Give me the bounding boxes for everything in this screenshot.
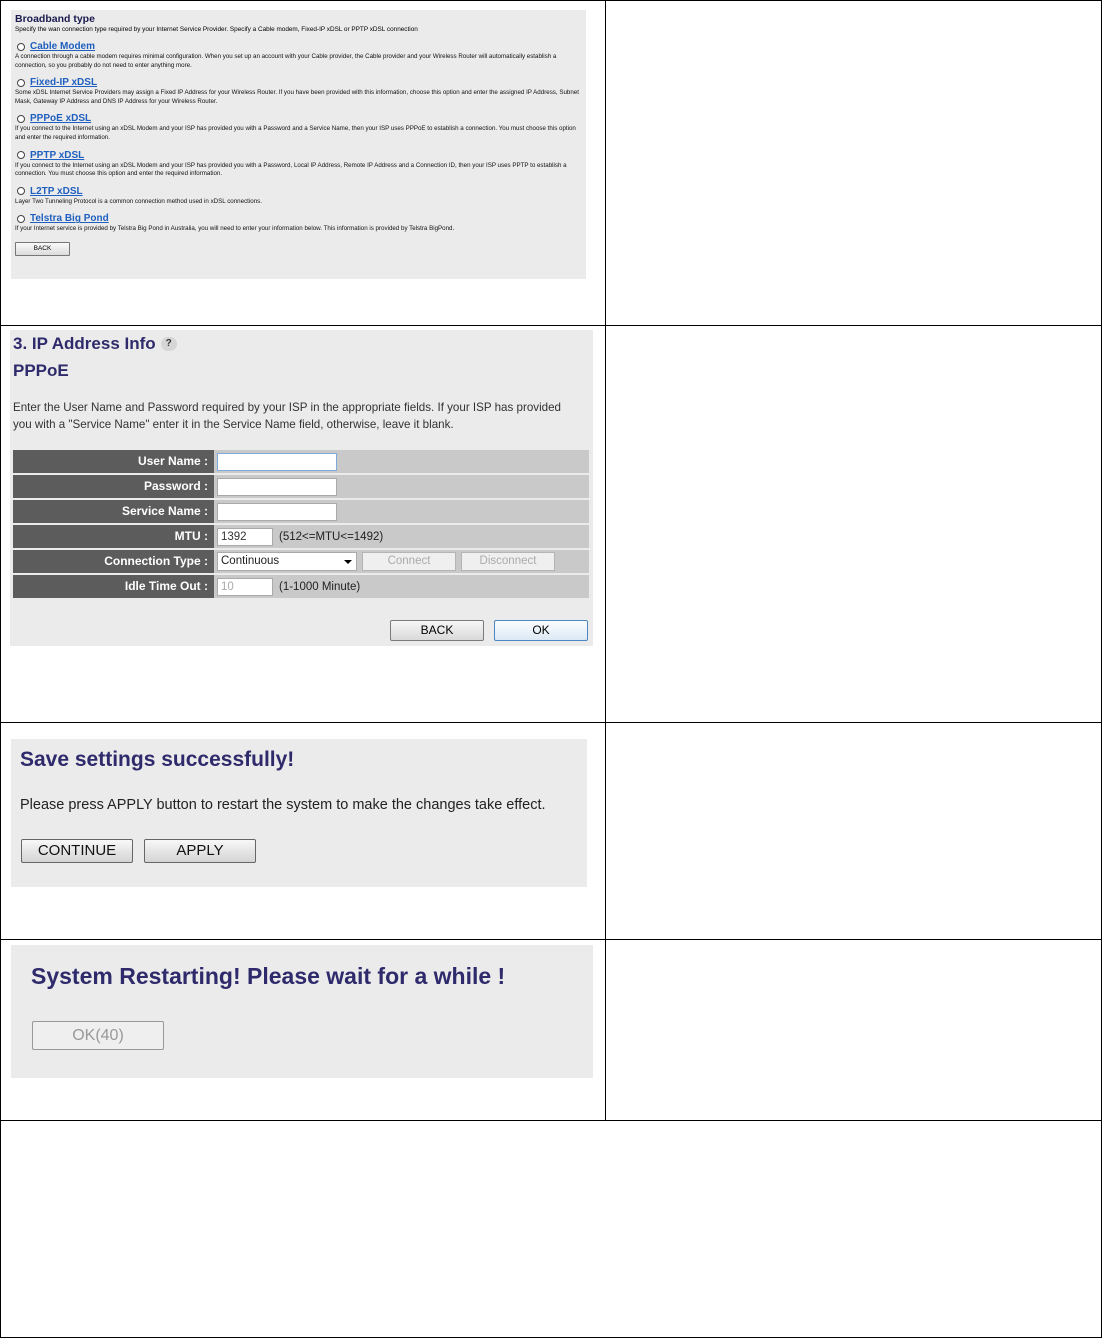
desc-pppoe-xdsl: If you connect to the Internet using an xDSL Modem and your ISP has provided you with a Password and a Service Name, then your ISP uses PPPoE to establish a connection. You must choose this option and enter the required information. bbox=[15, 125, 576, 141]
form-row-username bbox=[13, 450, 589, 473]
broadband-title: Broadband type bbox=[15, 13, 95, 25]
pppoe-instructions: Enter the User Name and Password required by your ISP in the appropriate fields. If your ISP has provided you with a "Service Name" enter it in the Service Name field, otherwise, leave it blank. bbox=[13, 401, 561, 431]
apply-button[interactable]: APPLY bbox=[144, 839, 256, 863]
form-row-connection-type bbox=[13, 550, 589, 573]
username-input[interactable] bbox=[217, 453, 337, 471]
desc-cable-modem: A connection through a cable modem requires minimal configuration. When you set up an account with your Cable provider, the Cable provider and your Wireless Router will automatically establish a connection, so you probably do not need to enter anything more. bbox=[15, 53, 557, 69]
table-row-divider bbox=[0, 722, 1102, 723]
radio-pptp-xdsl[interactable] bbox=[17, 151, 25, 159]
table-row-divider bbox=[0, 1120, 1102, 1121]
password-input[interactable] bbox=[217, 478, 337, 496]
radio-l2tp-xdsl[interactable] bbox=[17, 187, 25, 195]
form-row-idle-timeout bbox=[13, 575, 589, 598]
idle-timeout-label: Idle Time Out : bbox=[13, 575, 214, 598]
radio-telstra-big-pond[interactable] bbox=[17, 215, 25, 223]
link-pppoe-xdsl[interactable]: PPPoE xDSL bbox=[30, 113, 92, 125]
ip-info-title-row bbox=[13, 334, 177, 354]
ip-info-ok-button[interactable]: OK bbox=[494, 620, 588, 641]
table-border-left bbox=[0, 0, 1, 1338]
desc-pptp-xdsl: If you connect to the Internet using an xDSL Modem and your ISP has provided you with a Password, Local IP Address, Remote IP Address and a Connection ID, then your ISP uses PPTP to establish a connection. You must choose this option and enter the required information. bbox=[15, 161, 567, 178]
form-row-password bbox=[13, 475, 589, 498]
mtu-label: MTU : bbox=[13, 525, 214, 548]
option-pppoe-xdsl bbox=[15, 112, 582, 142]
desc-l2tp-xdsl: Layer Two Tunneling Protocol is a common connection method used in xDSL connections. bbox=[15, 197, 262, 205]
pppoe-subtitle: PPPoE bbox=[13, 361, 69, 380]
connection-type-value: Continuous bbox=[221, 555, 280, 567]
service-name-input[interactable] bbox=[217, 503, 337, 521]
table-row-divider bbox=[0, 325, 1102, 326]
restarting-title: System Restarting! Please wait for a while ! bbox=[31, 963, 506, 989]
link-cable-modem[interactable]: Cable Modem bbox=[30, 41, 96, 52]
table-row-divider bbox=[0, 939, 1102, 940]
option-pptp-xdsl bbox=[15, 149, 582, 179]
restart-ok-countdown-button[interactable]: OK(40) bbox=[32, 1021, 164, 1050]
save-success-message: Please press APPLY button to restart the system to make the changes take effect. bbox=[20, 797, 546, 813]
dropdown-caret-icon bbox=[344, 560, 352, 564]
desc-telstra-big-pond: If your Internet service is provided by Telstra Big Pond in Australia, you will need to enter your information below. This information is provided by Telstra BigPond. bbox=[15, 225, 455, 233]
connection-type-label: Connection Type : bbox=[13, 550, 214, 573]
disconnect-button[interactable]: Disconnect bbox=[461, 552, 555, 571]
help-icon[interactable]: ? bbox=[161, 337, 177, 351]
service-name-label: Service Name : bbox=[13, 500, 214, 523]
option-l2tp-xdsl bbox=[15, 185, 582, 207]
broadband-subtitle: Specify the wan connection type required by your Internet Service Provider. Specify a Cable modem, Fixed-IP xDSL or PPTP xDSL connection bbox=[15, 26, 418, 33]
option-telstra-big-pond bbox=[15, 212, 582, 234]
connection-type-select[interactable] bbox=[217, 552, 357, 571]
idle-timeout-input[interactable]: 10 bbox=[217, 578, 273, 596]
save-settings-panel bbox=[11, 739, 587, 887]
username-label: User Name : bbox=[13, 450, 214, 473]
link-telstra-big-pond[interactable]: Telstra Big Pond bbox=[30, 213, 109, 225]
save-success-title: Save settings successfully! bbox=[20, 748, 295, 771]
idle-timeout-hint: (1-1000 Minute) bbox=[279, 580, 361, 593]
ip-info-back-button[interactable]: BACK bbox=[390, 620, 484, 641]
broadband-back-button[interactable]: BACK bbox=[15, 242, 70, 256]
option-cable-modem bbox=[15, 40, 582, 70]
option-fixed-ip-xdsl bbox=[15, 76, 582, 106]
table-border-top bbox=[0, 0, 1102, 1]
radio-fixed-ip-xdsl[interactable] bbox=[17, 79, 25, 87]
desc-fixed-ip-xdsl: Some xDSL Internet Service Providers may assign a Fixed IP Address for your Wireless Router. If you have been provided with this information, choose this option and enter the assigned IP Address, Subnet Mask, Gateway IP Address and DNS IP Address for your Wireless Router. bbox=[15, 89, 579, 105]
form-row-service-name bbox=[13, 500, 589, 523]
mtu-input[interactable]: 1392 bbox=[217, 528, 273, 546]
link-pptp-xdsl[interactable]: PPTP xDSL bbox=[30, 149, 85, 161]
form-row-mtu bbox=[13, 525, 589, 548]
ip-address-info-panel bbox=[10, 330, 593, 646]
password-label: Password : bbox=[13, 475, 214, 498]
system-restarting-panel bbox=[11, 945, 593, 1078]
ip-info-title: 3. IP Address Info bbox=[13, 334, 156, 353]
continue-button[interactable]: CONTINUE bbox=[21, 839, 133, 863]
link-l2tp-xdsl[interactable]: L2TP xDSL bbox=[30, 185, 83, 197]
link-fixed-ip-xdsl[interactable]: Fixed-IP xDSL bbox=[30, 77, 98, 89]
radio-cable-modem[interactable] bbox=[17, 43, 25, 51]
pppoe-form bbox=[13, 450, 589, 600]
table-column-divider bbox=[605, 0, 606, 1121]
mtu-hint: (512<=MTU<=1492) bbox=[279, 530, 384, 543]
radio-pppoe-xdsl[interactable] bbox=[17, 115, 25, 123]
broadband-type-panel bbox=[11, 10, 586, 279]
connect-button[interactable]: Connect bbox=[362, 552, 456, 571]
